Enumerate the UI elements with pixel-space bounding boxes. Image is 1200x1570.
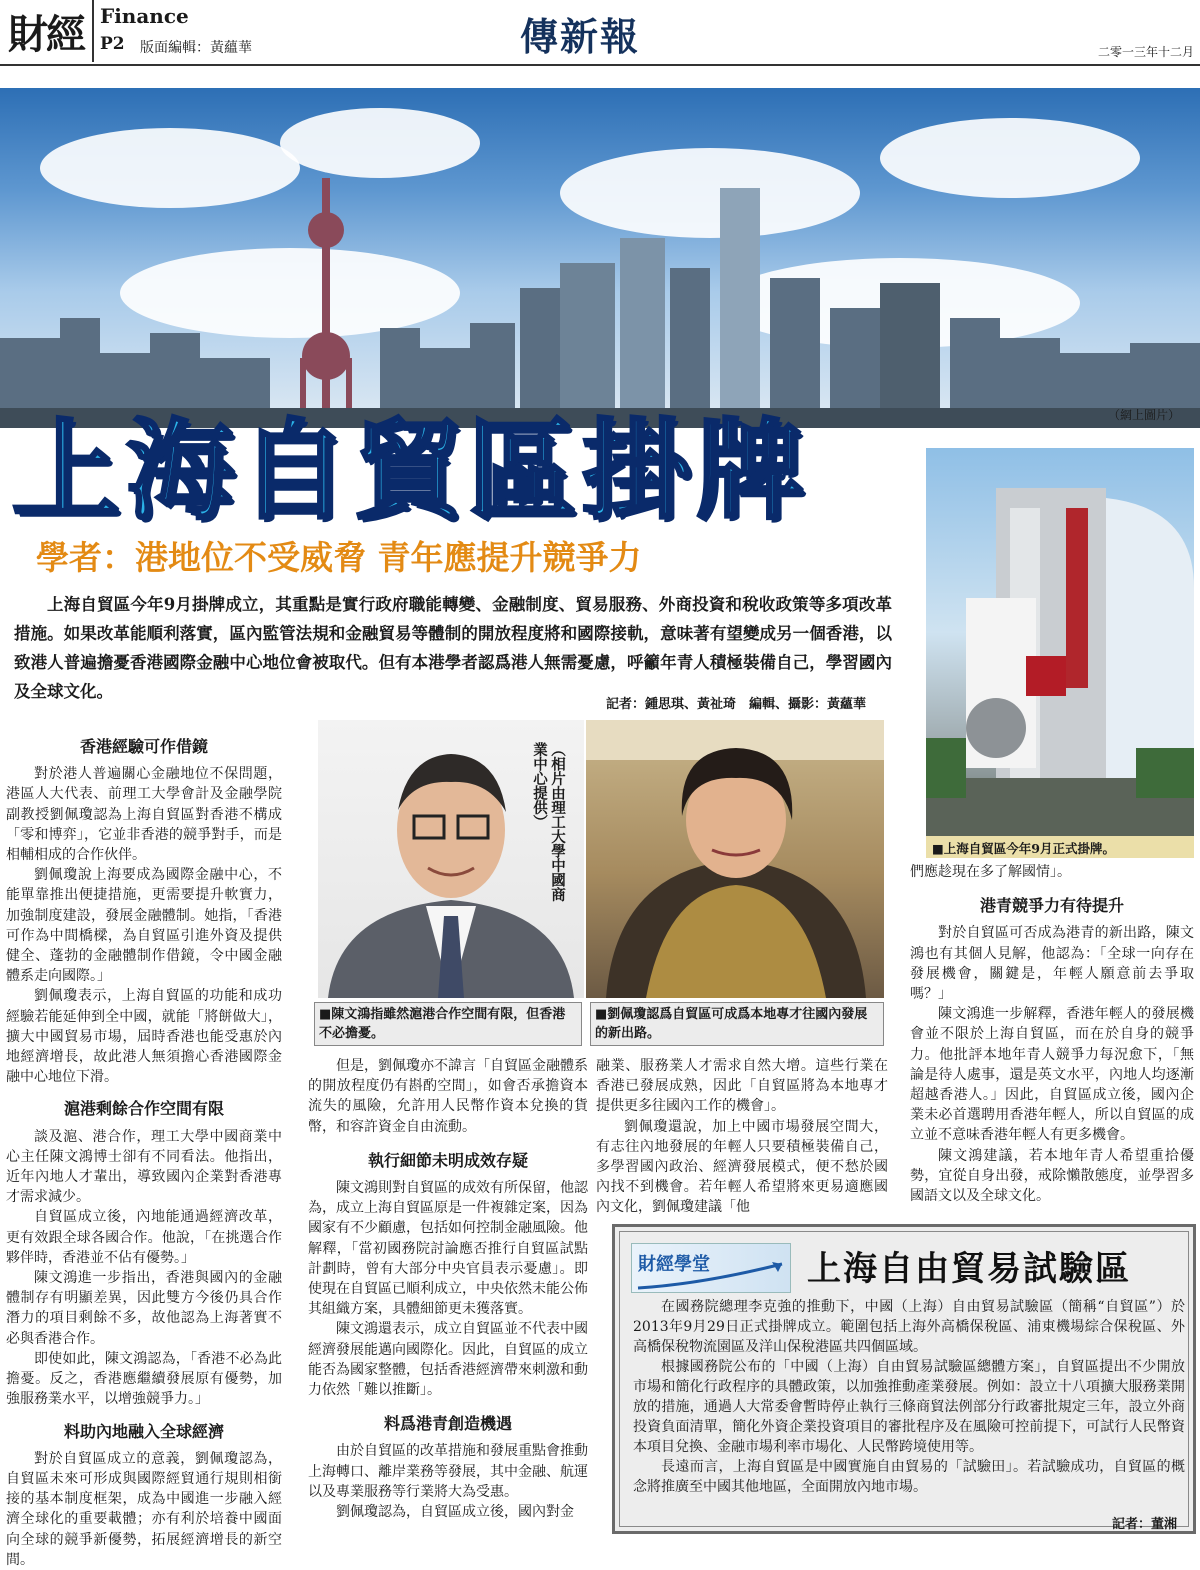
paragraph: 劉佩瓊表示，上海自貿區的功能和成功經驗若能延伸到全中國，就能「將餅做大」，擴大中國貿易市場，屆時香港也能受惠於內地經濟增長，故此港人無須擔心香港國際金融中心地位下滑。: [6, 988, 282, 1086]
photo-credit: （網上圖片）: [1107, 408, 1180, 422]
paragraph: 在國務院總理李克強的推動下，中國（上海）自由貿易試驗區（簡稱“自貿區”）於2013年9月29日正式掛牌成立。範圍包括上海外高橋保稅區、浦東機場綜合保稅區、外高橋保稅物流園區及洋山保稅港區共四個區域。: [633, 1299, 1185, 1355]
paragraph: 但是，劉佩瓊亦不諱言「自貿區金融體系的開放程度仍有斟酌空間」，如會否承擔資本流失的風險，允許用人民幣作資本兌換的貨幣，和容許資金自由流動。: [308, 1058, 588, 1135]
section-heading: 料助內地融入全球經濟: [63, 1421, 224, 1441]
lau-pui-king-caption: ■劉佩瓊認爲自貿區可成爲本地專才往國內發展的新出路。: [590, 1002, 884, 1046]
finance-classroom-box: [612, 1224, 1196, 1534]
paragraph: 陳文鴻進一步解釋，香港年輕人的發展機會並不限於上海自貿區，而在於自身的競爭力。他批評本地年青人競爭力每況愈下，「無論是待人處事，還是英文水平，內地人均逐漸超越香港人。」因此，自貿區成立後，國內企業未必首選聘用香港年輕人，所以自貿區的成立並不意味香港年輕人有更多機會。: [910, 1006, 1194, 1144]
paragraph: 陳文鴻還表示，成立自貿區並不代表中國經濟發展能邁向國際化。因此，自貿區的成立能否為國家整體，包括香港經濟帶來刺激和動力依然「難以推斷」。: [308, 1321, 588, 1399]
paragraph: 談及滬、港合作，理工大學中國商業中心主任陳文鴻博士卻有不同看法。他指出，近年內地人才輩出，導致國內企業對香港專才需求減少。: [6, 1128, 282, 1206]
lau-pui-king-photo: [586, 720, 884, 998]
paragraph: 陳文鴻則對自貿區的成效有所保留，他認為，成立上海自貿區原是一件複雜定案，因為國家有不少顧慮，包括如何控制金融風險。他解釋，「當初國務院討論應否推行自貿區試點計劃時，曾有大部分中央官員表示憂慮」。即使現在自貿區已順利成立，中央依然未能公佈其組織方案，具體細節更未獲落實。: [308, 1180, 588, 1318]
paragraph: 根據國務院公布的「中國（上海）自由貿易試驗區總體方案」，自貿區提出不少開放市場和簡化行政程序的具體政策，以加強推動產業發展。例如：設立十八項擴大服務業開放的措施，通過人大常委會暫時停止執行三條商貿法例部分行政審批規定三年，設立外商投資負面清單，簡化外資企業投資項目的審批程序及在風險可控前提下，可試行人民幣資本項目兌換、金融市場利率市場化、人民幣跨境使用等。: [633, 1359, 1185, 1455]
page-editor: 版面編輯：黃蘊華: [140, 40, 252, 56]
ftz-building-photo: [926, 448, 1194, 858]
byline: 記者：鍾思琪、黃祉琦 編輯、攝影：黃蘊華: [606, 697, 867, 712]
paragraph: 由於自貿區的改革措施和發展重點會推動上海轉口、離岸業務等發展，其中金融、航運以及專業服務等行業將大為受惠。: [308, 1443, 588, 1500]
section-heading: 滬港剩餘合作空間有限: [63, 1099, 224, 1119]
paragraph: 劉佩瓊認為，自貿區成立後，國內對金: [336, 1504, 574, 1521]
issue-date: 二零一三年十二月: [1097, 45, 1194, 59]
building-illustration: [926, 448, 1194, 858]
article-column-1: [6, 730, 282, 1570]
paragraph: 融業、服務業人才需求自然大增。這些行業在香港已發展成熟，因此「自貿區將為本地專才提供更多往國內工作的機會」。: [596, 1058, 888, 1115]
paragraph: 陳文鴻建議，若本地年青人希望重拾優勢，宜從自身出發，戒除懶散態度，並學習多國語文以及全球文化。: [910, 1147, 1194, 1205]
woman-portrait: [586, 720, 884, 998]
article-column-4: [910, 862, 1194, 1206]
section-heading: 執行細節未明成效存疑: [367, 1150, 528, 1170]
lead-paragraph: 上海自貿區今年9月掛牌成立，其重點是實行政府職能轉變、金融制度、貿易服務、外商投資和稅收政策等多項改革措施。如果改革能順利落實，區內監管法規和金融貿易等體制的開放程度將和國際接軌，意味著有望變成另一個香港，以致港人普遍擔憂香港國際金融中心地位會被取代。但有本港學者認爲港人無需憂慮，呼籲年青人積極裝備自己，學習國內及全球文化。: [14, 595, 892, 701]
section-heading: 港青競爭力有待提升: [979, 896, 1124, 916]
chan-man-hung-caption: ■陳文鴻指雖然滬港合作空間有限，但香港不必擔憂。: [314, 1002, 582, 1046]
ftz-building-caption: ■上海自貿區今年9月正式掛牌。: [926, 836, 1194, 858]
subheadline: 學者：港地位不受威脅 青年應提升競爭力: [36, 538, 642, 577]
paragraph: 劉佩瓊說上海要成為國際金融中心，不能單靠推出便捷措施，更需要提升軟實力，加強制度建設，發展金融體制。她指，「香港可作為中間橋樑，為自貿區引進外資及提供健全、蓬勃的金融體制作借鏡，令中國金融體系走向國際。」: [6, 867, 282, 985]
header-bar: [0, 0, 1200, 66]
section-label: 財經: [0, 0, 94, 62]
skyline-silhouette: [0, 88, 1200, 428]
section-heading: 香港經驗可作借鏡: [79, 737, 208, 756]
trend-arrow-icon: [632, 1244, 792, 1294]
paragraph: 即使如此，陳文鴻認為，「香港不必為此擔憂。反之，香港應繼續發展原有優勢，加強服務業水平，以增強競爭力。」: [6, 1350, 282, 1408]
article-column-3: [596, 1056, 888, 1218]
skyline-photo: [0, 88, 1200, 428]
section-heading: 料爲港青創造機遇: [383, 1414, 512, 1434]
headline: 上海自貿區掛牌: [12, 409, 811, 534]
paragraph: 長遠而言，上海自貿區是中國實施自由貿易的「試驗田」。若試驗成功，自貿區的概念將推廣至中國其他地區，全面開放內地市場。: [633, 1459, 1185, 1495]
paragraph: 劉佩瓊還說，加上中國市場發展空間大，有志往內地發展的年輕人只要積極裝備自己，多學習國內政治、經濟發展模式，便不愁於國內找不到機會。若年輕人希望將來更易適應國內文化，劉佩瓊建議「他: [596, 1118, 888, 1216]
box-reporter: 記者：董湘: [1111, 1517, 1177, 1532]
paragraph: 們應趁現在多了解國情」。: [910, 864, 1071, 880]
finance-classroom-logo: [631, 1243, 791, 1293]
paragraph: 自貿區成立後，內地能通過經濟改革，更有效跟全球各國合作。他說，「在挑選合作夥伴時，香港並不佔有優勢。」: [6, 1209, 282, 1266]
page-number: P2: [100, 34, 125, 54]
paragraph: 對於港人普遍關心金融地位不保問題，港區人大代表、前理工大學會計及金融學院副教授劉佩瓊認為上海自貿區對香港不構成「零和博弈」，它並非香港的競爭對手，而是相輔相成的合作伙伴。: [6, 766, 282, 864]
box-title: 上海自由貿易試驗區: [807, 1249, 1131, 1289]
paragraph: 陳文鴻進一步指出，香港與國內的金融體制存有明顯差異，因此雙方今後仍具合作潛力的項目剩餘不多，故他認為上海著實不必與香港合作。: [6, 1270, 282, 1347]
logo-text: 財經學堂: [638, 1254, 710, 1275]
paragraph: 對於自貿區成立的意義，劉佩瓊認為，自貿區未來可形成與國際經貿通行規則相銜接的基本制度框架，成為中國進一步融入經濟全球化的重要載體；亦有利於培養中國面向全球的競爭新優勢，拓展經濟增長的新空間。: [6, 1450, 282, 1568]
paragraph: 對於自貿區可否成為港青的新出路，陳文鴻也有其個人見解，他認為：「全球一向存在發展機會，關鍵是，年輕人願意前去爭取嗎？」: [910, 925, 1194, 1003]
article-column-2: [308, 1056, 588, 1522]
box-body: [633, 1297, 1185, 1497]
section-label-en: Finance: [100, 4, 189, 28]
photo-credit-vertical: （相片由理工大學中國商業中心提供）: [531, 742, 565, 902]
masthead: 傳新報: [520, 14, 641, 59]
